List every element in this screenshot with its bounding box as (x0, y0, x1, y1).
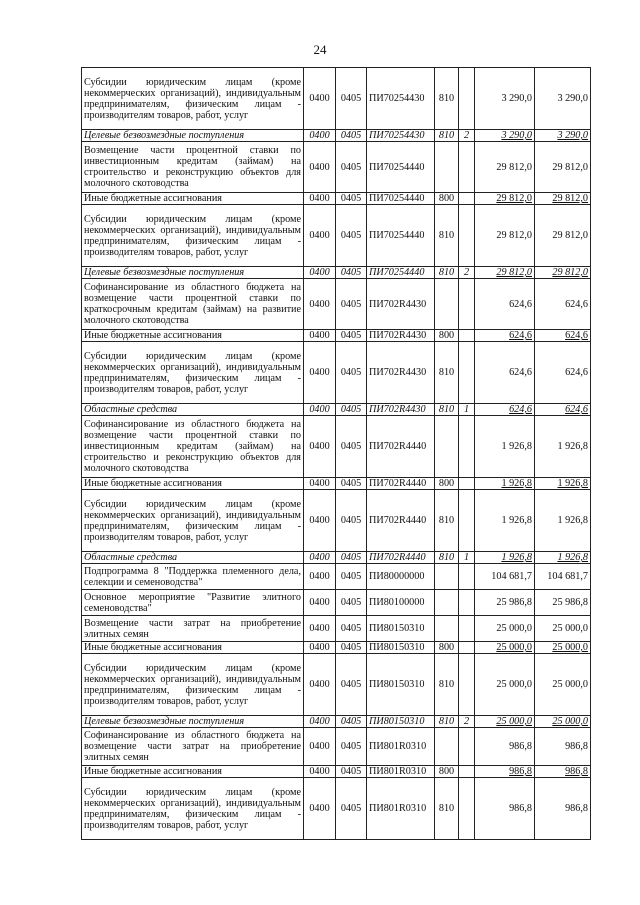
row-name: Иные бюджетные ассигнования (82, 642, 304, 654)
row-subsection: 0405 (336, 279, 367, 330)
row-source: 1 (459, 404, 475, 416)
table-row (82, 654, 591, 716)
row-source (459, 564, 475, 590)
table-row (82, 716, 591, 728)
row-expense-type: 810 (435, 404, 459, 416)
row-subsection: 0405 (336, 404, 367, 416)
row-name: Целевые безвозмездные поступления (82, 130, 304, 142)
row-amount-2: 986,8 (535, 778, 591, 840)
row-expense-type: 810 (435, 716, 459, 728)
row-name: Подпрограмма 8 "Поддержка племенного дела, селекции и семеноводства" (82, 564, 304, 590)
row-amount-1: 25 000,0 (475, 642, 535, 654)
row-source (459, 478, 475, 490)
row-subsection: 0405 (336, 564, 367, 590)
row-code: ПИ80150310 (367, 616, 435, 642)
row-code: ПИ70254430 (367, 68, 435, 130)
table-row (82, 267, 591, 279)
table-row (82, 778, 591, 840)
row-subsection: 0405 (336, 267, 367, 279)
row-amount-1: 25 000,0 (475, 716, 535, 728)
table-row (82, 142, 591, 193)
row-amount-2: 25 000,0 (535, 616, 591, 642)
row-name: Иные бюджетные ассигнования (82, 766, 304, 778)
row-source: 2 (459, 130, 475, 142)
row-subsection: 0405 (336, 205, 367, 267)
row-code: ПИ702R4440 (367, 416, 435, 478)
budget-table-body (82, 68, 591, 840)
row-name: Областные средства (82, 404, 304, 416)
row-source (459, 766, 475, 778)
row-subsection: 0405 (336, 778, 367, 840)
row-name: Иные бюджетные ассигнования (82, 193, 304, 205)
row-amount-1: 1 926,8 (475, 478, 535, 490)
table-row (82, 279, 591, 330)
row-amount-2: 986,8 (535, 766, 591, 778)
row-section: 0400 (304, 142, 336, 193)
row-amount-1: 624,6 (475, 330, 535, 342)
row-section: 0400 (304, 205, 336, 267)
row-amount-2: 25 000,0 (535, 642, 591, 654)
row-subsection: 0405 (336, 654, 367, 716)
row-name: Субсидии юридическим лицам (кроме некоммерческих организаций), индивидуальным предпринимателям, физическим лицам - производителям товаров, работ, услуг (82, 68, 304, 130)
row-expense-type: 810 (435, 267, 459, 279)
row-amount-2: 624,6 (535, 330, 591, 342)
row-amount-2: 624,6 (535, 404, 591, 416)
row-section: 0400 (304, 716, 336, 728)
table-row (82, 416, 591, 478)
table-row (82, 193, 591, 205)
row-subsection: 0405 (336, 552, 367, 564)
row-section: 0400 (304, 416, 336, 478)
row-expense-type (435, 416, 459, 478)
row-source: 1 (459, 552, 475, 564)
row-amount-1: 25 000,0 (475, 654, 535, 716)
row-amount-2: 624,6 (535, 279, 591, 330)
row-section: 0400 (304, 267, 336, 279)
row-expense-type: 800 (435, 766, 459, 778)
row-name: Основное мероприятие "Развитие элитного семеноводства" (82, 590, 304, 616)
row-name: Субсидии юридическим лицам (кроме некоммерческих организаций), индивидуальным предпринимателям, физическим лицам - производителям товаров, работ, услуг (82, 490, 304, 552)
row-source (459, 68, 475, 130)
row-amount-2: 29 812,0 (535, 142, 591, 193)
row-amount-2: 3 290,0 (535, 130, 591, 142)
row-amount-1: 25 000,0 (475, 616, 535, 642)
table-row (82, 478, 591, 490)
row-amount-1: 29 812,0 (475, 205, 535, 267)
row-name: Субсидии юридическим лицам (кроме некоммерческих организаций), индивидуальным предпринимателям, физическим лицам - производителям товаров, работ, услуг (82, 778, 304, 840)
row-amount-1: 986,8 (475, 778, 535, 840)
row-amount-2: 1 926,8 (535, 416, 591, 478)
row-subsection: 0405 (336, 68, 367, 130)
row-amount-1: 624,6 (475, 342, 535, 404)
row-subsection: 0405 (336, 616, 367, 642)
row-source (459, 616, 475, 642)
row-code: ПИ80000000 (367, 564, 435, 590)
row-amount-1: 1 926,8 (475, 490, 535, 552)
table-row (82, 130, 591, 142)
row-expense-type: 800 (435, 478, 459, 490)
row-section: 0400 (304, 728, 336, 766)
row-code: ПИ702R4430 (367, 330, 435, 342)
table-row (82, 205, 591, 267)
row-amount-2: 3 290,0 (535, 68, 591, 130)
row-expense-type: 800 (435, 642, 459, 654)
row-name: Областные средства (82, 552, 304, 564)
row-code: ПИ80150310 (367, 654, 435, 716)
table-row (82, 552, 591, 564)
row-amount-1: 1 926,8 (475, 416, 535, 478)
row-name: Субсидии юридическим лицам (кроме некоммерческих организаций), индивидуальным предпринимателям, физическим лицам - производителям товаров, работ, услуг (82, 205, 304, 267)
row-source (459, 590, 475, 616)
row-code: ПИ702R4440 (367, 490, 435, 552)
row-source (459, 193, 475, 205)
row-subsection: 0405 (336, 728, 367, 766)
row-expense-type: 800 (435, 330, 459, 342)
row-subsection: 0405 (336, 416, 367, 478)
row-amount-1: 986,8 (475, 728, 535, 766)
row-code: ПИ80150310 (367, 716, 435, 728)
row-code: ПИ80100000 (367, 590, 435, 616)
row-source (459, 330, 475, 342)
row-expense-type (435, 590, 459, 616)
row-source (459, 490, 475, 552)
row-amount-2: 25 986,8 (535, 590, 591, 616)
row-name: Софинансирование из областного бюджета на возмещение части процентной ставки по инвестиционным кредитам (займам) на строительство и реконструкцию объектов для молочного скотоводства (82, 416, 304, 478)
row-amount-1: 25 986,8 (475, 590, 535, 616)
row-subsection: 0405 (336, 478, 367, 490)
row-name: Иные бюджетные ассигнования (82, 330, 304, 342)
row-expense-type: 810 (435, 130, 459, 142)
row-name: Возмещение части затрат на приобретение элитных семян (82, 616, 304, 642)
row-section: 0400 (304, 68, 336, 130)
row-amount-2: 986,8 (535, 728, 591, 766)
row-code: ПИ702R4430 (367, 404, 435, 416)
row-section: 0400 (304, 490, 336, 552)
row-expense-type (435, 279, 459, 330)
row-name: Субсидии юридическим лицам (кроме некоммерческих организаций), индивидуальным предпринимателям, физическим лицам - производителям товаров, работ, услуг (82, 654, 304, 716)
row-code: ПИ801R0310 (367, 766, 435, 778)
table-row (82, 490, 591, 552)
row-amount-1: 29 812,0 (475, 193, 535, 205)
row-source (459, 342, 475, 404)
row-code: ПИ70254440 (367, 267, 435, 279)
row-section: 0400 (304, 552, 336, 564)
row-expense-type (435, 564, 459, 590)
row-source (459, 778, 475, 840)
row-name: Софинансирование из областного бюджета на возмещение части процентной ставки по краткосрочным кредитам (займам) на развитие молочного скотоводства (82, 279, 304, 330)
row-source: 2 (459, 267, 475, 279)
row-expense-type: 810 (435, 778, 459, 840)
row-amount-1: 624,6 (475, 279, 535, 330)
table-row (82, 616, 591, 642)
row-name: Целевые безвозмездные поступления (82, 267, 304, 279)
row-subsection: 0405 (336, 193, 367, 205)
row-name: Софинансирование из областного бюджета на возмещение части затрат на приобретение элитных семян (82, 728, 304, 766)
row-subsection: 0405 (336, 766, 367, 778)
row-source: 2 (459, 716, 475, 728)
budget-table (81, 67, 591, 840)
row-amount-1: 104 681,7 (475, 564, 535, 590)
row-subsection: 0405 (336, 642, 367, 654)
row-amount-1: 3 290,0 (475, 68, 535, 130)
row-source (459, 205, 475, 267)
table-row (82, 330, 591, 342)
row-subsection: 0405 (336, 130, 367, 142)
row-name: Иные бюджетные ассигнования (82, 478, 304, 490)
row-expense-type: 810 (435, 205, 459, 267)
row-section: 0400 (304, 478, 336, 490)
row-section: 0400 (304, 130, 336, 142)
row-section: 0400 (304, 766, 336, 778)
row-code: ПИ801R0310 (367, 778, 435, 840)
row-amount-2: 25 000,0 (535, 654, 591, 716)
row-section: 0400 (304, 642, 336, 654)
row-code: ПИ801R0310 (367, 728, 435, 766)
row-amount-2: 29 812,0 (535, 205, 591, 267)
table-row (82, 564, 591, 590)
row-section: 0400 (304, 279, 336, 330)
row-code: ПИ702R4430 (367, 279, 435, 330)
row-amount-1: 29 812,0 (475, 267, 535, 279)
row-section: 0400 (304, 654, 336, 716)
row-section: 0400 (304, 778, 336, 840)
table-row (82, 766, 591, 778)
row-amount-2: 1 926,8 (535, 490, 591, 552)
row-source (459, 654, 475, 716)
row-source (459, 642, 475, 654)
row-section: 0400 (304, 564, 336, 590)
row-subsection: 0405 (336, 590, 367, 616)
table-row (82, 728, 591, 766)
table-row (82, 642, 591, 654)
row-subsection: 0405 (336, 142, 367, 193)
page-number: 24 (313, 42, 327, 57)
row-amount-2: 25 000,0 (535, 716, 591, 728)
row-amount-1: 1 926,8 (475, 552, 535, 564)
row-amount-2: 1 926,8 (535, 552, 591, 564)
row-amount-2: 1 926,8 (535, 478, 591, 490)
row-amount-1: 3 290,0 (475, 130, 535, 142)
row-expense-type (435, 616, 459, 642)
row-subsection: 0405 (336, 330, 367, 342)
row-source (459, 416, 475, 478)
row-section: 0400 (304, 616, 336, 642)
row-section: 0400 (304, 330, 336, 342)
row-amount-1: 29 812,0 (475, 142, 535, 193)
row-code: ПИ70254430 (367, 130, 435, 142)
row-amount-2: 29 812,0 (535, 193, 591, 205)
row-subsection: 0405 (336, 716, 367, 728)
row-expense-type (435, 142, 459, 193)
table-row (82, 590, 591, 616)
row-code: ПИ70254440 (367, 142, 435, 193)
row-code: ПИ80150310 (367, 642, 435, 654)
row-expense-type: 810 (435, 68, 459, 130)
row-expense-type: 810 (435, 654, 459, 716)
row-subsection: 0405 (336, 342, 367, 404)
row-code: ПИ70254440 (367, 205, 435, 267)
row-amount-1: 624,6 (475, 404, 535, 416)
row-expense-type: 800 (435, 193, 459, 205)
row-name: Субсидии юридическим лицам (кроме некоммерческих организаций), индивидуальным предпринимателям, физическим лицам - производителям товаров, работ, услуг (82, 342, 304, 404)
row-code: ПИ702R4440 (367, 552, 435, 564)
row-source (459, 279, 475, 330)
row-source (459, 142, 475, 193)
row-expense-type (435, 728, 459, 766)
row-amount-2: 29 812,0 (535, 267, 591, 279)
table-row (82, 68, 591, 130)
row-section: 0400 (304, 404, 336, 416)
row-section: 0400 (304, 590, 336, 616)
row-name: Целевые безвозмездные поступления (82, 716, 304, 728)
row-source (459, 728, 475, 766)
row-subsection: 0405 (336, 490, 367, 552)
row-amount-2: 624,6 (535, 342, 591, 404)
row-code: ПИ702R4440 (367, 478, 435, 490)
row-section: 0400 (304, 342, 336, 404)
table-row (82, 342, 591, 404)
row-code: ПИ70254440 (367, 193, 435, 205)
row-name: Возмещение части процентной ставки по инвестиционным кредитам (займам) на строительство и реконструкцию объектов для молочного скотоводства (82, 142, 304, 193)
row-amount-1: 986,8 (475, 766, 535, 778)
table-row (82, 404, 591, 416)
row-expense-type: 810 (435, 490, 459, 552)
row-expense-type: 810 (435, 552, 459, 564)
row-expense-type: 810 (435, 342, 459, 404)
row-code: ПИ702R4430 (367, 342, 435, 404)
row-amount-2: 104 681,7 (535, 564, 591, 590)
row-section: 0400 (304, 193, 336, 205)
